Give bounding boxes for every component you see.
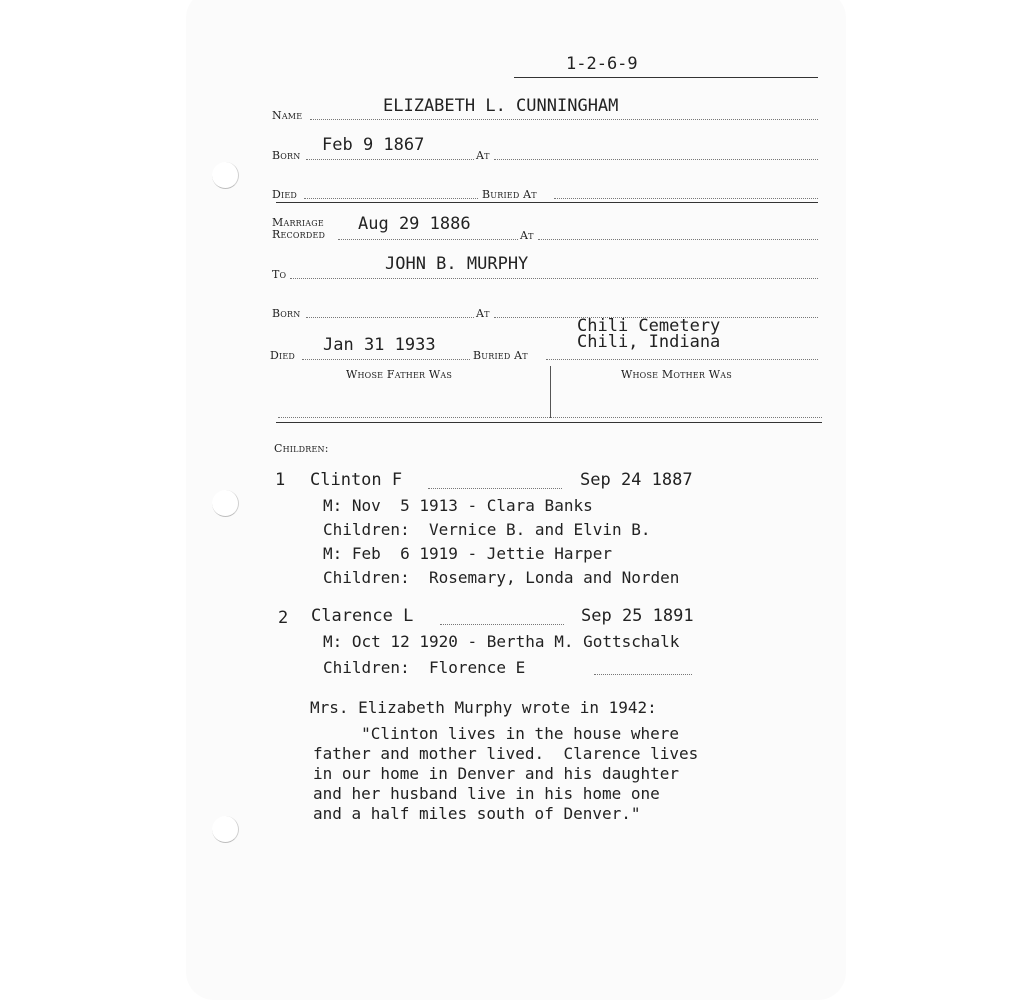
spouse-died-line xyxy=(302,359,470,360)
marriage-at-label: At xyxy=(520,229,534,242)
marriage-label: Marriage xyxy=(272,216,324,229)
child-2-name-blank xyxy=(440,624,564,625)
spouse-died-label: Died xyxy=(270,349,296,362)
marriage-line xyxy=(338,239,518,240)
name-line xyxy=(310,119,818,120)
children-label: Children: xyxy=(274,442,329,455)
to-label: To xyxy=(272,268,287,281)
child-2-number: 2 xyxy=(278,608,289,628)
child-1-line-4: Children: Rosemary, Londa and Norden xyxy=(323,568,680,587)
child-2-children-blank xyxy=(594,674,692,675)
whose-father-was-label: Whose Father Was xyxy=(346,368,453,381)
marriage-at-line xyxy=(538,239,818,240)
note-quote-line-1: "Clinton lives in the house where xyxy=(313,724,680,743)
note-intro: Mrs. Elizabeth Murphy wrote in 1942: xyxy=(310,698,657,717)
punch-hole-middle xyxy=(212,490,239,517)
buried-at-label: Buried At xyxy=(482,188,537,201)
spouse-buried-place-2: Chili, Indiana xyxy=(577,332,721,352)
note-quote-line-5: and a half miles south of Denver." xyxy=(313,804,641,823)
spouse-buried-at-label: Buried At xyxy=(473,349,528,362)
card-number-rule xyxy=(514,77,818,78)
child-1-name: Clinton F xyxy=(310,470,403,490)
child-1-line-3: M: Feb 6 1919 - Jettie Harper xyxy=(323,544,612,563)
child-1-born: Sep 24 1887 xyxy=(580,470,693,490)
subject-born: Feb 9 1867 xyxy=(322,135,425,155)
child-2-line-1: M: Oct 12 1920 - Bertha M. Gottschalk xyxy=(323,632,680,651)
died-line xyxy=(304,198,478,199)
recorded-label: Recorded xyxy=(272,228,326,241)
section-rule-2 xyxy=(276,422,822,423)
child-1-line-1: M: Nov 5 1913 - Clara Banks xyxy=(323,496,593,515)
child-2-born: Sep 25 1891 xyxy=(581,606,694,626)
note-quote-line-3: in our home in Denver and his daughter xyxy=(313,764,680,783)
punch-hole-bottom xyxy=(212,816,239,843)
parents-line xyxy=(278,417,822,418)
born-at-label: At xyxy=(476,149,490,162)
spouse-born-label: Born xyxy=(272,307,301,320)
born-at-line xyxy=(494,159,818,160)
spouse-buried-place-1: Chili Cemetery xyxy=(577,316,721,336)
child-2-children: Children: Florence E xyxy=(323,658,526,677)
child-1-name-blank xyxy=(428,488,562,489)
spouse-born-line xyxy=(306,317,474,318)
note-quote-line-4: and her husband live in his home one xyxy=(313,784,660,803)
whose-mother-was-label: Whose Mother Was xyxy=(621,368,732,381)
child-2-name: Clarence L xyxy=(311,606,414,626)
buried-at-line xyxy=(554,198,818,199)
card-number: 1-2-6-9 xyxy=(566,54,638,74)
marriage-recorded-date: Aug 29 1886 xyxy=(358,214,471,234)
spouse-buried-at-line xyxy=(546,359,818,360)
name-label: Name xyxy=(272,109,303,122)
to-line xyxy=(290,278,818,279)
punch-hole-top xyxy=(212,162,239,189)
died-label: Died xyxy=(272,188,298,201)
section-rule-1 xyxy=(276,202,818,203)
child-1-number: 1 xyxy=(275,470,286,490)
child-1-line-2: Children: Vernice B. and Elvin B. xyxy=(323,520,651,539)
note-quote-line-2: father and mother lived. Clarence lives xyxy=(313,744,699,763)
spouse-died: Jan 31 1933 xyxy=(323,335,436,355)
spouse-name: JOHN B. MURPHY xyxy=(385,254,529,274)
spouse-born-at-label: At xyxy=(476,307,490,320)
born-label: Born xyxy=(272,149,301,162)
born-line xyxy=(306,159,474,160)
parents-divider xyxy=(550,366,551,418)
subject-name: ELIZABETH L. CUNNINGHAM xyxy=(383,96,619,116)
